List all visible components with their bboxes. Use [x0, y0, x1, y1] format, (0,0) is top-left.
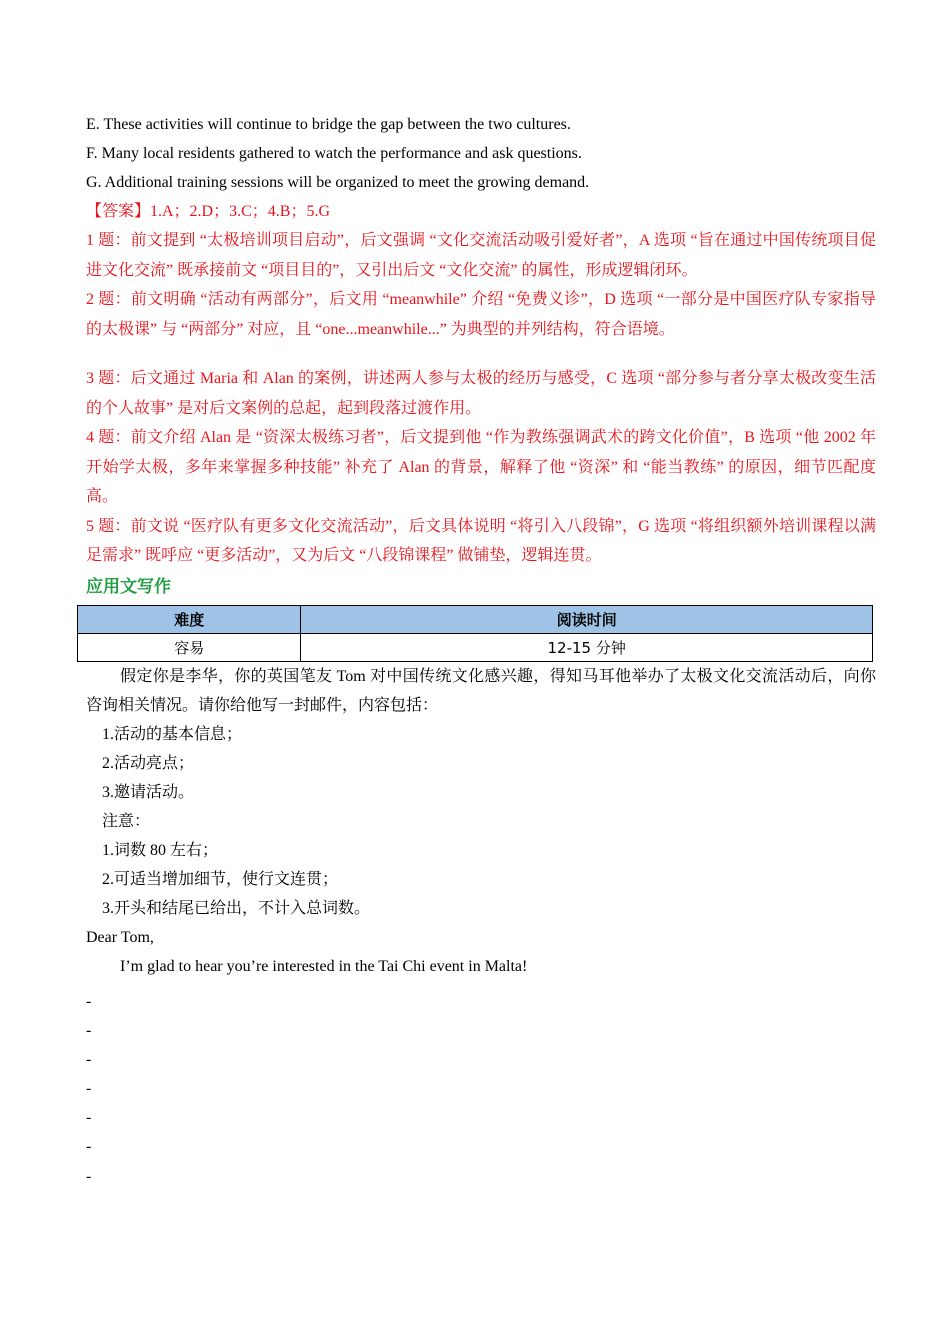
option-g: G. Additional training sessions will be organized to meet the growing demand. — [86, 174, 590, 191]
note-1: 1.词数 80 左右； — [102, 841, 219, 859]
option-e: E. These activities will continue to bridge the gap between the two cultures. — [86, 116, 571, 133]
answer-blank-line[interactable]: - — [86, 1138, 92, 1156]
explanation-1: 1 题：前文提到 “太极培训项目启动”，后文强调 “文化交流活动吸引爱好者”，A 选项 “旨在通过中国传统项目促进文化交流” 既承接前文 “项目目的”，又引出后文 “文化交流” 的属性，形成逻辑闭环。 — [86, 232, 876, 279]
explanation-3: 3 题：后文通过 Maria 和 Alan 的案例，讲述两人参与太极的经历与感受，C 选项 “部分参与者分享太极改变生活的个人故事” 是对后文案例的总起，起到段落过渡作用。 — [86, 370, 876, 417]
letter-opening: I’m glad to hear you’re interested in the Tai Chi event in Malta! — [120, 957, 528, 975]
requirement-3: 3.邀请活动。 — [102, 783, 195, 801]
explanation-5: 5 题：前文说 “医疗队有更多文化交流活动”，后文具体说明 “将引入八段锦”，G 选项 “将组织额外培训课程以满足需求” 既呼应 “更多活动”，又为后文 “八段锦课程” 做铺垫，逻辑连贯。 — [86, 517, 876, 564]
explanation-4: 4 题：前文介绍 Alan 是 “资深太极练习者”，后文提到他 “作为教练强调武术的跨文化价值”，B 选项 “他 2002 年开始学太极，多年来掌握多种技能” 补充了 Alan 的背景，解释了他 “资深” 和 “能当教练” 的原因，细节匹配度高。 — [86, 429, 876, 505]
requirement-1: 1.活动的基本信息； — [102, 725, 243, 743]
table-header-row — [78, 605, 873, 633]
answer-blank-line[interactable]: - — [86, 992, 92, 1010]
explanation-2: 2 题：前文明确 “活动有两部分”，后文用 “meanwhile” 介绍 “免费义诊”，D 选项 “一部分是中国医疗队专家指导的太极课” 与 “两部分” 对应，且 “one...meanwhile...” 为典型的并列结构，符合语境。 — [86, 291, 876, 338]
section-title: 应用文写作 — [86, 576, 171, 597]
requirement-2: 2.活动亮点； — [102, 754, 195, 772]
answer-blank-line[interactable]: - — [86, 1109, 92, 1127]
answer-blank-line[interactable]: - — [86, 1050, 92, 1068]
note-2: 2.可适当增加细节，使行文连贯； — [102, 870, 339, 888]
header-reading-time: 阅读时间 — [301, 605, 873, 633]
answer-blank-line[interactable]: - — [86, 1167, 92, 1185]
letter-salutation: Dear Tom, — [86, 928, 154, 946]
notes-label: 注意： — [102, 812, 151, 830]
document-page — [86, 110, 876, 1191]
difficulty-table — [77, 605, 873, 662]
answer-blank-line[interactable]: - — [86, 1080, 92, 1098]
spacer — [86, 344, 876, 364]
answer-key: 【答案】1.A；2.D；3.C；4.B；5.G — [86, 203, 331, 220]
header-difficulty: 难度 — [78, 605, 301, 633]
option-f: F. Many local residents gathered to watch the performance and ask questions. — [86, 145, 582, 162]
cell-difficulty: 容易 — [78, 633, 301, 661]
table-row — [78, 633, 873, 661]
note-3: 3.开头和结尾已给出，不计入总词数。 — [102, 899, 371, 917]
cell-reading-time: 12-15 分钟 — [301, 633, 873, 661]
answer-blank-line[interactable]: - — [86, 1021, 92, 1039]
writing-prompt: 假定你是李华，你的英国笔友 Tom 对中国传统文化感兴趣，得知马耳他举办了太极文化交流活动后，向你咨询相关情况。请你给他写一封邮件，内容包括： — [86, 667, 876, 714]
